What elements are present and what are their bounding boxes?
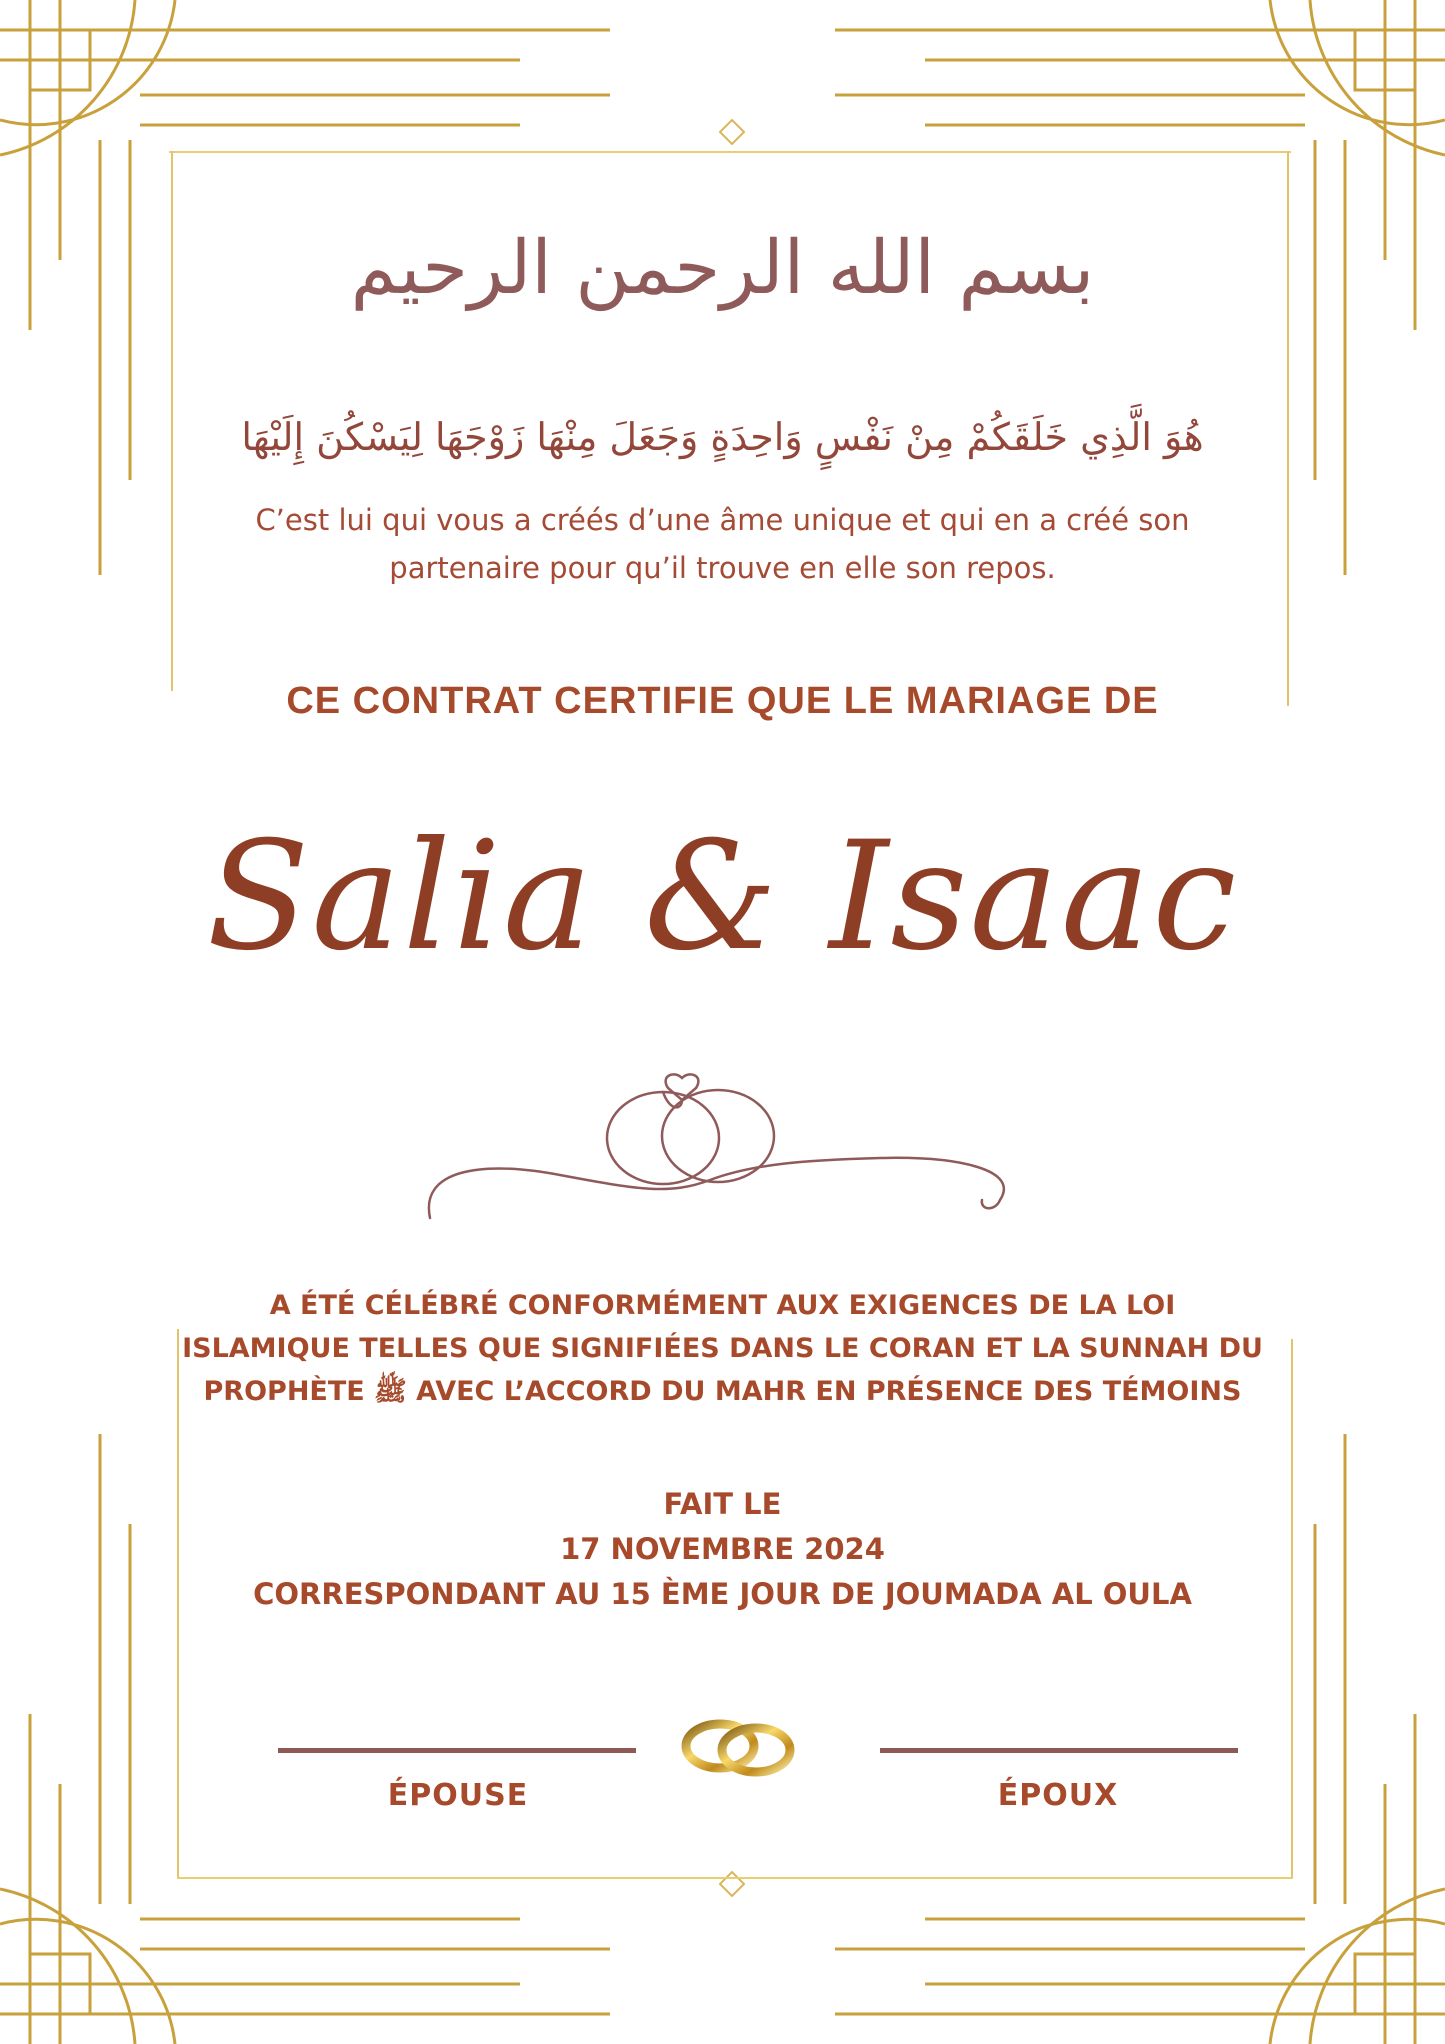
groom-signature-label: ÉPOUX [997,1778,1119,1813]
celebration-line-2: ISLAMIQUE TELLES QUE SIGNIFIÉES DANS LE CORAN ET LA SUNNAH DU [182,1333,1263,1364]
bismillah-calligraphy: بسم الله الرحمن الرحيم [350,225,1095,311]
celebration-statement [0,1284,1445,1413]
gold-wedding-rings-icon [678,1712,798,1782]
signature-line-bride [278,1748,636,1753]
couple-names: Salia & Isaac [206,810,1239,984]
verse-french-line-1: C’est lui qui vous a créés d’une âme unique et qui en a créé son [255,503,1190,537]
celebration-line-3: PROPHÈTE ﷺ AVEC L’ACCORD DU MAHR EN PRÉSENCE DES TÉMOINS [203,1376,1242,1407]
bride-signature-label: ÉPOUSE [387,1778,529,1813]
date-hijri: CORRESPONDANT AU 15 ÈME JOUR DE JOUMADA AL OULA [253,1577,1192,1611]
date-label: FAIT LE [663,1487,782,1521]
celebration-line-1: A ÉTÉ CÉLÉBRÉ CONFORMÉMENT AUX EXIGENCES DE LA LOI [269,1290,1176,1321]
verse-french-line-2: partenaire pour qu’il trouve en elle son repos. [389,551,1056,585]
signature-line-groom [880,1748,1238,1753]
date-gregorian: 17 NOVEMBRE 2024 [560,1532,885,1566]
verse-arabic: هُوَ الَّذِي خَلَقَكُمْ مِنْ نَفْسٍ وَاحِدَةٍ وَجَعَلَ مِنْهَا زَوْجَهَا لِيَسْكُنَ إِلَيْهَا [241,415,1204,459]
certify-heading: CE CONTRAT CERTIFIE QUE LE MARIAGE DE [286,680,1159,722]
verse-french [0,496,1445,592]
date-section [0,1482,1445,1617]
heart-rings-flourish-icon [420,1050,1020,1230]
